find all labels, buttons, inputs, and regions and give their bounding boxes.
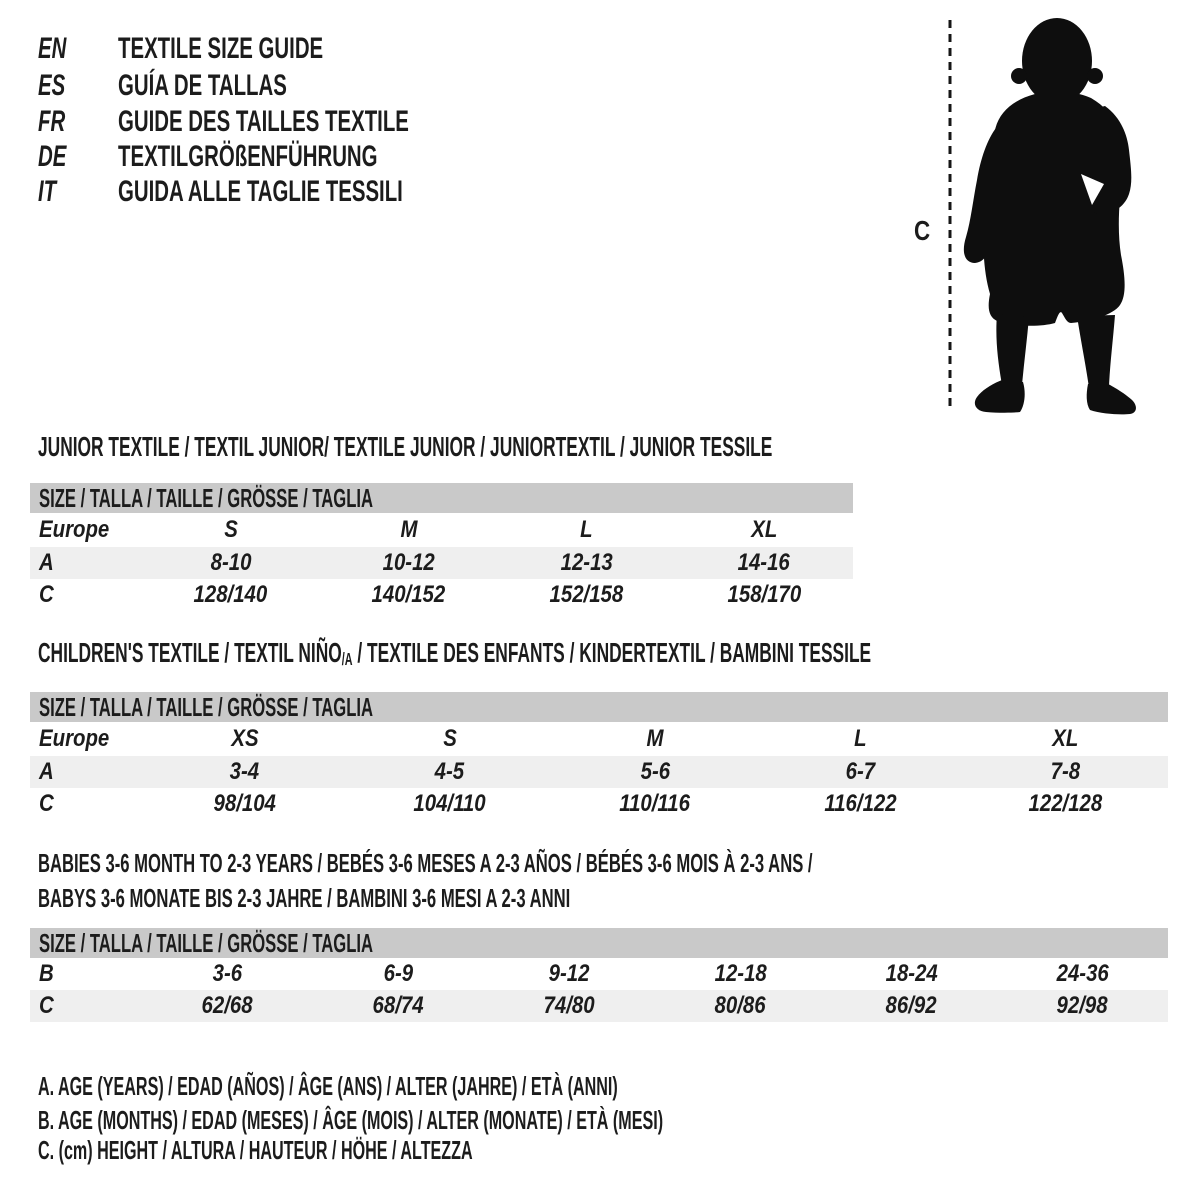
cell-value: 3-4 <box>229 758 260 785</box>
language-label: TEXTILE SIZE GUIDE <box>118 32 324 65</box>
language-code: FR <box>38 105 66 138</box>
babies-section-title-line2: BABYS 3-6 MONATE BIS 2-3 JAHRE / BAMBINI 3-6 MESI A 2-3 ANNI <box>38 883 571 913</box>
language-code: IT <box>38 175 57 208</box>
cell-value: M <box>400 516 418 543</box>
row-label: Europe <box>39 516 110 543</box>
cell-value: 10-12 <box>382 549 435 576</box>
size-header-bar <box>30 692 1168 722</box>
size-header-bar <box>30 483 853 513</box>
row-label: C <box>39 992 54 1019</box>
cell-value: 18-24 <box>885 960 938 987</box>
table-row-months <box>30 958 1168 990</box>
language-label: TEXTILGRÖßENFÜHRUNG <box>118 140 378 173</box>
language-row <box>38 33 420 65</box>
cell-value: 62/68 <box>201 992 254 1019</box>
cell-value: M <box>646 725 664 752</box>
cell-value: 122/128 <box>1028 790 1103 817</box>
cell-value: 6-7 <box>845 758 875 785</box>
language-label: GUIDE DES TAILLES TEXTILE <box>118 105 409 138</box>
language-row <box>38 176 537 208</box>
row-label: Europe <box>39 725 110 752</box>
cell-value: 14-16 <box>738 549 791 576</box>
children-section-title <box>38 638 1200 668</box>
row-label: B <box>39 960 54 987</box>
cell-value: 12-13 <box>560 549 613 576</box>
cell-value: 116/122 <box>824 790 897 817</box>
size-header-text: SIZE / TALLA / TAILLE / GRÖSSE / TAGLIA <box>39 691 374 722</box>
legend-line-c: C. (cm) HEIGHT / ALTURA / HAUTEUR / HÖHE / ALTEZZA <box>38 1135 473 1165</box>
language-code-box <box>38 176 118 208</box>
cell-value: XS <box>230 725 259 752</box>
cell-value: 140/152 <box>371 581 446 608</box>
row-label: A <box>39 549 54 576</box>
cell-value: 104/110 <box>413 790 486 817</box>
babies-size-table <box>30 928 1168 1022</box>
cell-value: S <box>224 516 238 543</box>
language-code-box <box>38 141 118 173</box>
cell-value: 74/80 <box>543 992 596 1019</box>
row-label: C <box>39 790 54 817</box>
size-header-text: SIZE / TALLA / TAILLE / GRÖSSE / TAGLIA <box>39 482 374 513</box>
size-header-bar <box>30 928 1168 958</box>
table-row-europe <box>30 513 853 547</box>
language-code: ES <box>38 69 66 102</box>
language-code: EN <box>38 32 67 65</box>
cell-value: 8-10 <box>210 549 252 576</box>
toddler-silhouette <box>964 18 1136 414</box>
height-measure-label: C <box>914 215 931 246</box>
language-label: GUIDA ALLE TAGLIE TESSILI <box>118 175 403 208</box>
row-label: C <box>39 581 54 608</box>
legend-line-b: B. AGE (MONTHS) / EDAD (MESES) / ÂGE (MOIS) / ALTER (MONATE) / ETÀ (MESI) <box>38 1105 664 1135</box>
toddler-silhouette-graphic <box>905 14 1145 416</box>
table-row-height <box>30 990 1168 1022</box>
table-row-height <box>30 788 1168 820</box>
junior-section-title-text: JUNIOR TEXTILE / TEXTIL JUNIOR/ TEXTILE JUNIOR / JUNIORTEXTIL / JUNIOR TESSILE <box>38 431 773 462</box>
size-header-text: SIZE / TALLA / TAILLE / GRÖSSE / TAGLIA <box>39 927 374 958</box>
cell-value: 4-5 <box>435 758 465 785</box>
cell-value: 92/98 <box>1056 992 1109 1019</box>
language-code: DE <box>38 140 67 173</box>
cell-value: 158/170 <box>727 581 801 608</box>
cell-value: 128/140 <box>193 581 268 608</box>
cell-value: 24-36 <box>1056 960 1109 987</box>
cell-value: 80/86 <box>714 992 767 1019</box>
cell-value: 6-9 <box>383 960 414 987</box>
cell-value: 86/92 <box>885 992 938 1019</box>
legend-line-a: A. AGE (YEARS) / EDAD (AÑOS) / ÂGE (ANS) / ALTER (JAHRE) / ETÀ (ANNI) <box>38 1071 618 1101</box>
cell-value: S <box>442 725 457 752</box>
cell-value: 12-18 <box>714 960 767 987</box>
table-row-age <box>30 756 1168 788</box>
nino-a-subscript: /A <box>341 649 353 670</box>
cell-value: 98/104 <box>213 790 276 817</box>
language-row <box>38 141 500 173</box>
language-row <box>38 106 546 138</box>
cell-value: L <box>853 725 867 752</box>
table-row-age <box>30 547 853 579</box>
language-code-box <box>38 70 118 102</box>
language-code-box <box>38 33 118 65</box>
row-label: A <box>39 758 54 785</box>
children-size-table <box>30 692 1168 820</box>
cell-value: 110/116 <box>619 790 691 817</box>
cell-value: L <box>580 516 593 543</box>
table-row-height <box>30 579 853 611</box>
junior-section-title <box>38 432 1200 462</box>
babies-section-title-line1: BABIES 3-6 MONTH TO 2-3 YEARS / BEBÉS 3-6 MESES A 2-3 AÑOS / BÉBÉS 3-6 MOIS À 2-3 ANS / <box>38 848 813 878</box>
language-label: GUÍA DE TALLAS <box>118 69 287 102</box>
cell-value: 7-8 <box>1050 758 1081 785</box>
cell-value: 9-12 <box>549 960 590 987</box>
cell-value: XL <box>1052 725 1079 752</box>
cell-value: 5-6 <box>640 758 670 785</box>
language-code-box <box>38 106 118 138</box>
cell-value: 68/74 <box>372 992 425 1019</box>
cell-value: 3-6 <box>212 960 243 987</box>
junior-size-table <box>30 483 853 611</box>
children-section-title-text: CHILDREN'S TEXTILE / TEXTIL NIÑO/A / TEXTILE DES ENFANTS / KINDERTEXTIL / BAMBINI TESSILE <box>38 637 872 670</box>
cell-value: XL <box>751 516 778 543</box>
table-row-europe <box>30 722 1168 756</box>
language-row <box>38 70 366 102</box>
cell-value: 152/158 <box>549 581 624 608</box>
